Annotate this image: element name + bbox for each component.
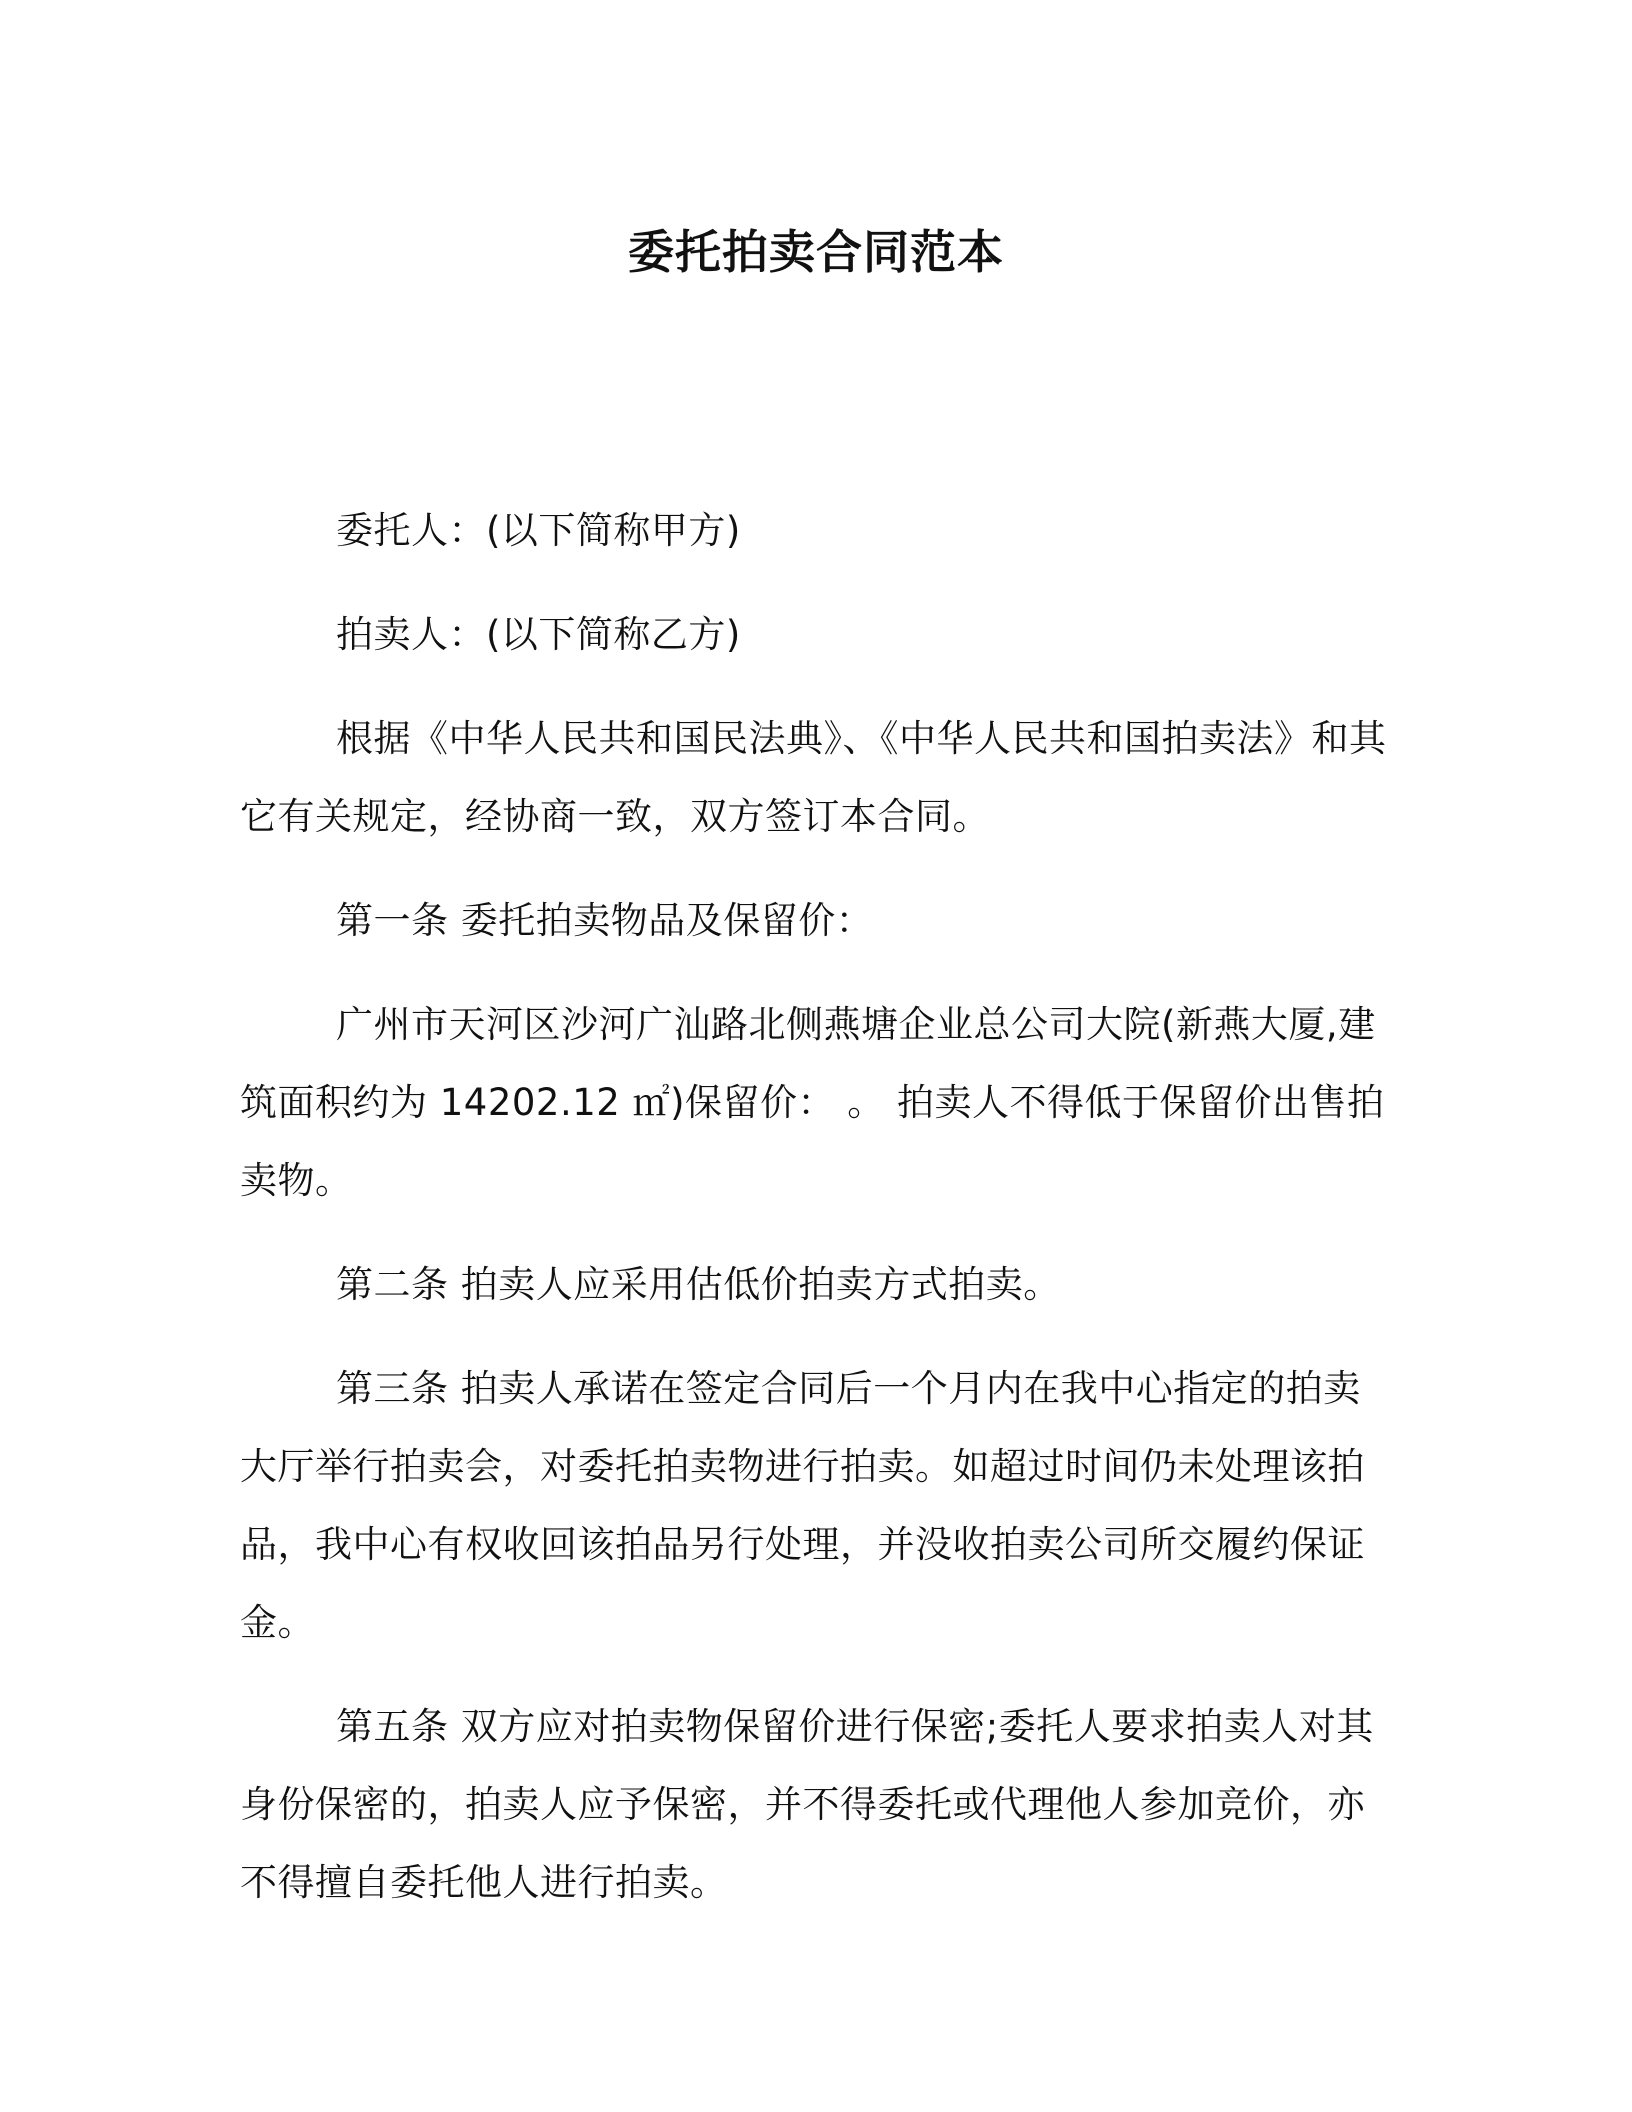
- paragraph-principal: 委托人：(以下简称甲方): [336, 509, 741, 552]
- paragraph-article-3: 第三条 拍卖人承诺在签定合同后一个月内在我中心指定的拍卖大厅举行拍卖会，对委托拍卖物进行拍卖。如超过时间仍未处理该拍品，我中心有权收回该拍品另行处理，并没收拍卖公司所交履约保证金。: [240, 1367, 1365, 1644]
- paragraph-article-1-heading: 第一条 委托拍卖物品及保留价：: [336, 899, 874, 942]
- document-title: 委托拍卖合同范本: [628, 225, 1004, 279]
- paragraph-article-1-item: 广州市天河区沙河广汕路北侧燕塘企业总公司大院(新燕大厦,建筑面积约为 14202.12 ㎡)保留价： 。 拍卖人不得低于保留价出售拍卖物。: [240, 1003, 1385, 1202]
- paragraph-auctioneer: 拍卖人：(以下简称乙方): [336, 613, 741, 656]
- paragraph-legal-basis: 根据《中华人民共和国民法典》、《中华人民共和国拍卖法》和其它有关规定，经协商一致，双方签订本合同。: [240, 717, 1387, 838]
- paragraph-article-2: 第二条 拍卖人应采用估低价拍卖方式拍卖。: [336, 1263, 1061, 1306]
- document-body: [240, 492, 1390, 1948]
- paragraph-article-5: 第五条 双方应对拍卖物保留价进行保密;委托人要求拍卖人对其身份保密的，拍卖人应予保密，并不得委托或代理他人参加竞价，亦不得擅自委托他人进行拍卖。: [240, 1705, 1374, 1904]
